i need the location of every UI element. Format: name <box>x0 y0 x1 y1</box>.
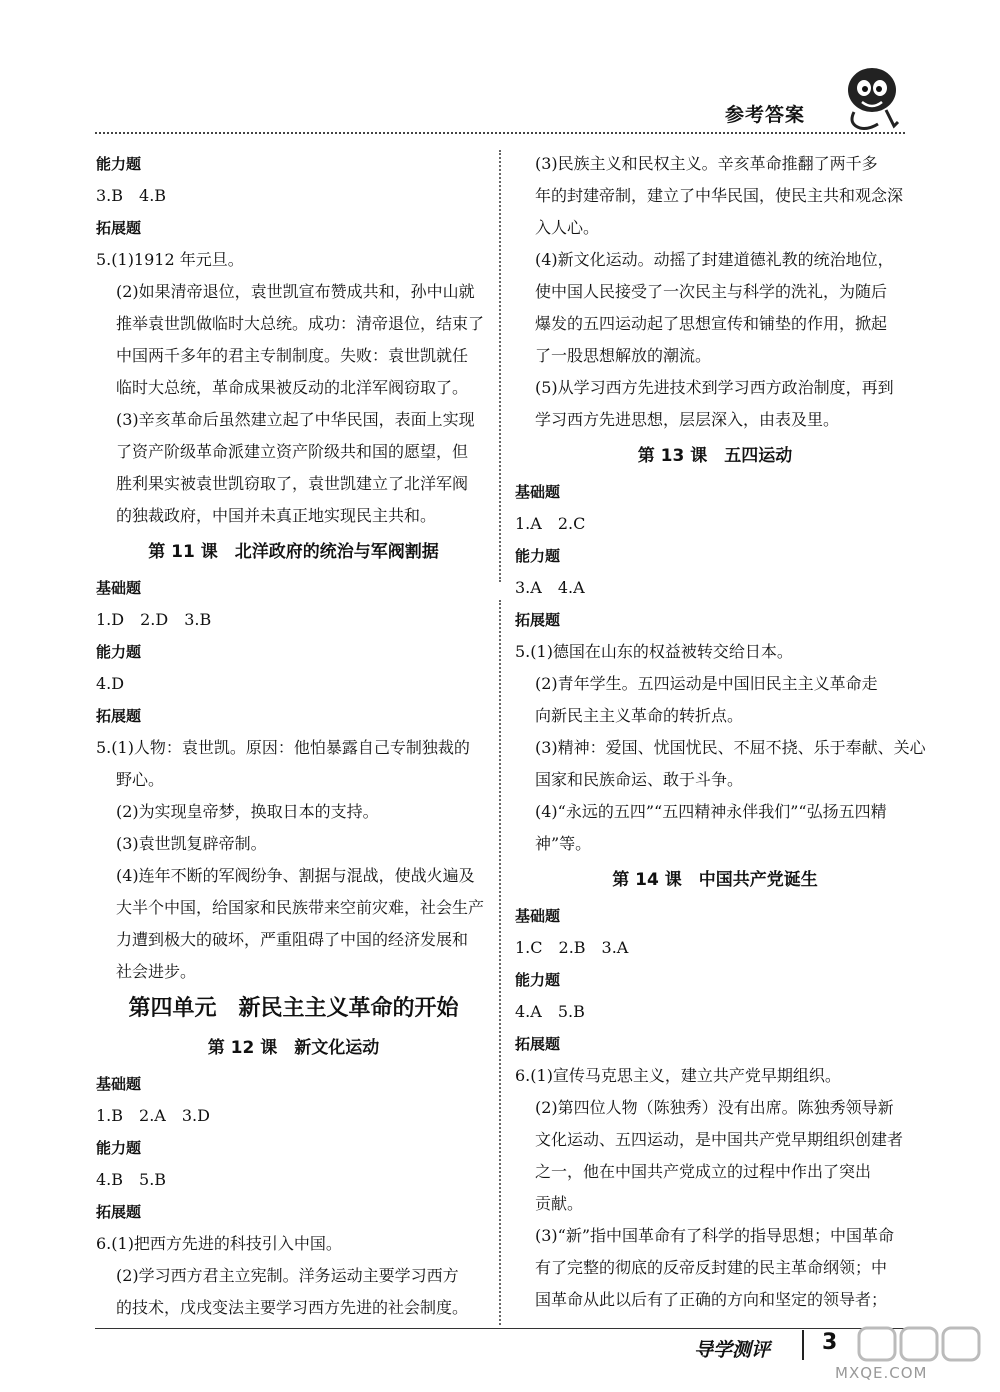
section-heading: 能力题 <box>96 155 142 173</box>
answer-line: (2)第四位人物（陈独秀）没有出席。陈独秀领导新 <box>535 1098 894 1117</box>
lesson-title: 第 14 课 中国共产党诞生 <box>612 870 818 890</box>
answer-line: (3)袁世凯复辟帝制。 <box>116 834 267 853</box>
answer-line: 5.(1)德国在山东的权益被转交给日本。 <box>515 642 793 661</box>
page-number: 3 <box>822 1330 838 1355</box>
answer-line: 野心。 <box>116 770 165 789</box>
mascot-icon <box>838 62 906 134</box>
answer-line: 中国两千多年的君主专制制度。失败：袁世凯就任 <box>116 346 469 365</box>
answer-line: 6.(1)宣传马克思主义，建立共产党早期组织。 <box>515 1066 841 1085</box>
section-heading: 基础题 <box>96 579 142 597</box>
section-heading: 基础题 <box>515 483 561 501</box>
answer-line: 贡献。 <box>535 1194 584 1213</box>
footer-title: 导学测评 <box>694 1339 771 1361</box>
answer-line: 神”等。 <box>535 834 592 853</box>
section-heading: 能力题 <box>96 643 142 661</box>
answer-line: (2)学习西方君主立宪制。洋务运动主要学习西方 <box>116 1266 459 1285</box>
section-heading: 拓展题 <box>96 219 142 237</box>
answer-line: 4.A 5.B <box>515 1002 585 1021</box>
answer-line: 5.(1)人物：袁世凯。原因：他怕暴露自己专制独裁的 <box>96 738 470 757</box>
answer-line: 的技术，戊戌变法主要学习西方先进的社会制度。 <box>116 1298 469 1317</box>
answer-line: 国家和民族命运、敢于斗争。 <box>535 770 744 789</box>
answer-line: 爆发的五四运动起了思想宣传和铺垫的作用，掀起 <box>535 314 888 333</box>
page-header-title: 参考答案 <box>725 104 806 126</box>
answer-line: 向新民主主义革命的转折点。 <box>535 706 744 725</box>
section-heading: 基础题 <box>515 907 561 925</box>
answer-line: 1.B 2.A 3.D <box>96 1106 210 1125</box>
section-heading: 基础题 <box>96 1075 142 1093</box>
answer-line: 年的封建帝制，建立了中华民国，使民主共和观念深 <box>535 186 904 205</box>
column-divider <box>499 600 501 1325</box>
section-heading: 能力题 <box>515 547 561 565</box>
answer-line: (4)新文化运动。动摇了封建道德礼教的统治地位， <box>535 250 894 269</box>
answer-line: 社会进步。 <box>116 962 197 981</box>
section-heading: 拓展题 <box>515 1035 561 1053</box>
answer-line: 入人心。 <box>535 218 600 237</box>
answer-line: 1.D 2.D 3.B <box>96 610 212 629</box>
answer-line: 1.C 2.B 3.A <box>515 938 629 957</box>
section-heading: 能力题 <box>515 971 561 989</box>
answer-line: 有了完整的彻底的反帝反封建的民主革命纲领；中 <box>535 1258 888 1277</box>
watermark-text: MXQE.COM <box>835 1364 928 1382</box>
left-column <box>96 148 491 1324</box>
answer-line: 了资产阶级革命派建立资产阶级共和国的愿望，但 <box>116 442 469 461</box>
answer-line: 的独裁政府，中国并未真正地实现民主共和。 <box>116 506 437 525</box>
section-heading: 拓展题 <box>96 707 142 725</box>
answer-line: 4.D <box>96 674 125 693</box>
answer-line: (2)如果清帝退位，袁世凯宣布赞成共和，孙中山就 <box>116 282 475 301</box>
answer-line: 力遭到极大的破坏，严重阻碍了中国的经济发展和 <box>116 930 469 949</box>
answer-line: (4)连年不断的军阀纷争、割据与混战，使战火遍及 <box>116 866 475 885</box>
section-heading: 能力题 <box>96 1139 142 1157</box>
header-divider <box>95 132 905 134</box>
lesson-title: 第 12 课 新文化运动 <box>207 1038 380 1058</box>
answer-line: 使中国人民接受了一次民主与科学的洗礼，为随后 <box>535 282 888 301</box>
answer-line: (3)精神：爱国、忧国忧民、不屈不挠、乐于奉献、关心 <box>535 738 926 757</box>
lesson-title: 第 13 课 五四运动 <box>637 446 793 466</box>
answer-line: (2)为实现皇帝梦，换取日本的支持。 <box>116 802 379 821</box>
answer-line: (3)辛亥革命后虽然建立起了中华民国，表面上实现 <box>116 410 475 429</box>
answer-line: 6.(1)把西方先进的科技引入中国。 <box>96 1234 342 1253</box>
answer-line: 4.B 5.B <box>96 1170 167 1189</box>
answer-line: (3)“新”指中国革命有了科学的指导思想；中国革命 <box>535 1226 895 1245</box>
answer-line: 国革命从此以后有了正确的方向和坚定的领导者； <box>535 1290 888 1309</box>
section-heading: 拓展题 <box>96 1203 142 1221</box>
lesson-title: 第 11 课 北洋政府的统治与军阀割据 <box>148 542 439 562</box>
answer-line: (3)民族主义和民权主义。辛亥革命推翻了两千多 <box>535 154 878 173</box>
column-divider <box>499 150 501 582</box>
answer-line: 了一股思想解放的潮流。 <box>535 346 712 365</box>
answer-line: 1.A 2.C <box>515 514 586 533</box>
answer-line: 学习西方先进思想，层层深入，由表及里。 <box>535 410 840 429</box>
answer-line: 大半个中国，给国家和民族带来空前灾难，社会生产 <box>116 898 485 917</box>
footer-separator <box>802 1330 804 1360</box>
answer-line: 文化运动、五四运动，是中国共产党早期组织创建者 <box>535 1130 904 1149</box>
section-heading: 拓展题 <box>515 611 561 629</box>
answer-line: 之一，他在中国共产党成立的过程中作出了突出 <box>535 1162 872 1181</box>
answer-line: 5.(1)1912 年元旦。 <box>96 250 244 269</box>
unit-title: 第四单元 新民主主义革命的开始 <box>128 995 459 1021</box>
footer-divider <box>95 1328 905 1329</box>
right-column <box>515 148 926 1316</box>
answer-line: 推举袁世凯做临时大总统。成功：清帝退位，结束了 <box>116 314 485 333</box>
answer-line: (4)“永远的五四”“五四精神永伴我们”“弘扬五四精 <box>535 802 887 821</box>
answer-line: (2)青年学生。五四运动是中国旧民主主义革命走 <box>535 674 878 693</box>
answer-line: 3.B 4.B <box>96 186 167 205</box>
answer-line: 胜利果实被袁世凯窃取了，袁世凯建立了北洋军阀 <box>116 474 469 493</box>
answer-line: 3.A 4.A <box>515 578 585 597</box>
answer-line: 临时大总统，革命成果被反动的北洋军阀窃取了。 <box>116 378 469 397</box>
answer-line: (5)从学习西方先进技术到学习西方政治制度，再到 <box>535 378 894 397</box>
